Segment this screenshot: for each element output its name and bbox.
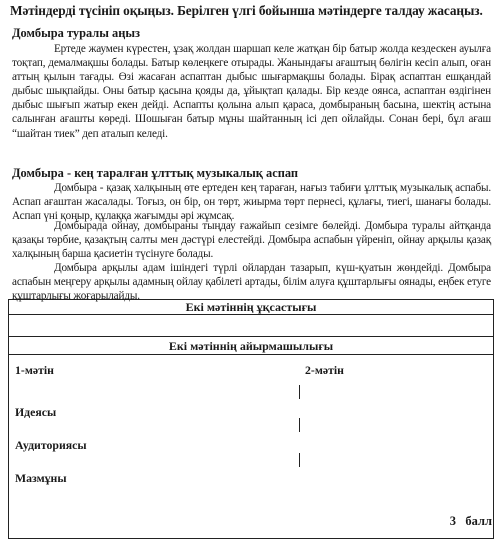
column-divider: [299, 418, 300, 432]
col-header-text1: 1-мәтін: [15, 363, 54, 377]
text1-body-text: Ертеде жаумен күрестен, ұзақ жолдан шаршап келе жатқан бір батыр жолда кездескен ауылға тоқтап, демалмақшы болады. Батыр көлеңкеге отырады. Жанындағы ағаштың бөлігін кесіп алып, оған аттың қылын тағады. Өзі жасаған аспаптан дыбыс шығармақшы болады. Бірақ аспаптан ешқандай дыбыс шықпайды. Оны батыр қасына қояды да, ұйықтап қалады. Бір кезде оянса, аспаптан өздігінен дыбыс шығып жатыр екен дейді. Аспапты қолына алып қараса, домбыраның басына, шектің астына салынған ағашты көреді. Шошыған батыр мұны шайтанның ісі деп ойлайды. Сонан бері, бұл ағаш “шайтан тиек” деп аталып келеді.: [12, 43, 491, 140]
score-label: [450, 514, 492, 529]
text1-heading: Домбыра туралы аңыз: [12, 26, 141, 40]
similarity-header-row: [8, 299, 494, 314]
text2-paragraph-2: [12, 219, 491, 261]
difference-body: [8, 354, 494, 539]
col-header-text2: 2-мәтін: [305, 363, 344, 377]
similarity-title: Екі мәтіннің ұқсастығы: [185, 300, 317, 314]
difference-header-row: [8, 336, 494, 354]
text2-heading: Домбыра - кең таралған ұлттық музыкалық аспап: [12, 166, 299, 180]
text2-paragraph-3: [12, 261, 491, 303]
similarity-answer-row[interactable]: [8, 314, 494, 336]
row-label-idea: Идеясы: [15, 405, 57, 419]
text2-paragraph-1: [12, 181, 491, 223]
text2-paragraph-3-text: Домбыра арқылы адам ішіндегі түрлі ойлардан тазарып, күш-қуатын жөндейді. Домбыра аспабын меңгеру арқылы адамның ойлау қабілеті артады, білім алуға құштарлығы оянады, еңбек етуге құштарлығы жоғарылайды.: [12, 262, 491, 303]
score-unit: балл: [465, 514, 492, 528]
score-value: 3: [449, 514, 456, 528]
difference-title: Екі мәтіннің айырмашылығы: [168, 339, 334, 353]
row-label-content: Мазмұны: [15, 471, 67, 485]
column-divider: [299, 453, 300, 467]
task-instruction: Мәтіндерді түсініп оқыңыз. Берілген үлгі бойынша мәтіндерге талдау жасаңыз.: [10, 3, 483, 18]
column-divider: [299, 385, 300, 399]
row-label-audience: Аудиториясы: [15, 438, 87, 452]
text2-paragraph-1-text: Домбыра - қазақ халқының өте ертеден кең тараған, нағыз табиғи ұлттық музыкалық аспабы. Аспап ағаштан жасалады. Тоғыз, он бір, он төрт, жиырма төрт пернесі, құлағы, тиегі, шанағы болады. Аспап үні қоңыр, құлаққа жағымды әрі жұмсақ.: [12, 182, 491, 223]
text2-paragraph-2-text: Домбырада ойнау, домбыраны тыңдау ғажайып сезімге бөлейді. Домбыра туралы айтқанда қазақы төрбие, қазақтың салты мен дәстүрі елестейді. Домбыра аспабын үйреніп, ойнау арқылы қазақ халқының барша қасиетін түсінуге болады.: [12, 220, 491, 261]
text1-body: [12, 42, 491, 141]
